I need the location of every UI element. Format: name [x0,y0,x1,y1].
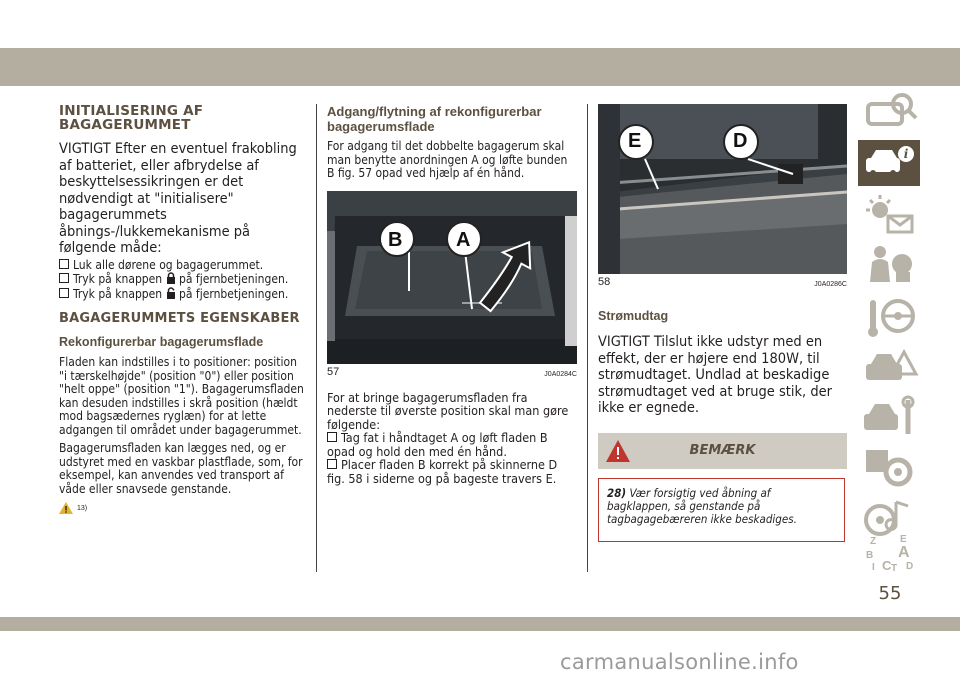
index-letter: B [866,550,874,561]
step-placer: Placer fladen B korrekt på skinnerne D fig. 58 i siderne og på bageste travers E. [327,457,558,486]
checkbox-icon [59,259,69,269]
figure-58-label-d: D [733,130,748,152]
warning-reference: 13) [59,502,306,514]
checkbox-icon [327,432,337,442]
page-number: 55 [878,583,902,604]
paragraph-positioner: Fladen kan indstilles i to positioner: position "i tærskelhøjde" (position "0") eller position "helt oppe" (position "1"). Bagagerumsfladen kan desuden indstilles i skrå position (hældt mod bagsædernes ryglæn) for at lette adgangen til området under bagagerummet. [59,355,304,437]
figure-57-caption [327,366,577,378]
side-tab-emergency[interactable] [858,344,920,390]
svg-text:i: i [903,147,909,161]
index-letter: Z [870,536,877,547]
figure-58-code: J0A0286C [814,281,847,288]
side-tab-starting-driving[interactable] [858,294,920,340]
figure-58-number: 58 [598,276,611,288]
note-text: 28) Vær forsigtig ved åbning af bagklappen, så genstande på tagbagagebæreren ikke beskadiges. [607,486,797,526]
figure-58-label-e: E [628,130,642,152]
figure-57 [327,191,577,378]
warning-triangle-icon [59,502,73,514]
note-body [598,478,845,542]
figure-57-number: 57 [327,365,340,378]
index-letter: T [891,563,898,574]
watermark: carmanualsonline.info [560,650,799,674]
heading-egenskaber: BAGAGERUMMETS EGENSKABER [59,311,300,326]
figure-58 [598,104,847,288]
figure-57-code: J0A0284C [544,370,577,378]
intro-paragraph: VIGTIGT Efter en eventuel frakobling af batteriet, eller afbrydelse af beskyttelsessikringen er det nødvendigt at "initialisere" bagagerummets åbnings-/lukkemekanisme på følgende måde: [59,141,297,256]
index-letter: C [882,558,892,573]
note-number: 28) [607,486,627,500]
figure-58-image [598,104,847,274]
figure-57-label-a: A [456,228,471,251]
side-tab-technical-data[interactable] [858,444,920,490]
lock-icon [166,272,176,284]
heading-initialisering: INITIALISERING AF BAGAGERUMMET [59,103,204,133]
figure-57-label-b: B [388,228,403,251]
index-letter: I [872,562,875,573]
checkbox-icon [327,459,337,469]
step-1: Luk alle dørene og bagagerummet. [59,259,306,273]
side-tab-lights-messages[interactable] [858,192,920,238]
column-2 [327,104,577,485]
note-title: BEMÆRK [689,443,756,458]
subheading-flade: Rekonfigurerbar bagagerumsflade [59,335,264,349]
subheading-stroemudtag: Strømudtag [598,309,669,323]
column-1 [59,104,306,514]
step-3: Tryk på knappen på fjernbetjeningen. [59,287,306,302]
side-tab-dashboard[interactable] [858,90,920,136]
step-hold: Tag fat i håndtaget A og løft fladen B opad og hold den med én hånd. [327,430,548,459]
unlock-icon [166,287,176,299]
side-tab-safety[interactable] [858,242,920,288]
side-tab-car-info[interactable] [858,140,920,186]
paragraph-flytning: For at bringe bagagerumsfladen fra nederste til øverste position skal man gøre følgende: [327,389,569,432]
index-letter: E [900,534,907,545]
step-2: Tryk på knappen på fjernbetjeningen. [59,272,306,287]
side-tab-index[interactable] [858,532,920,578]
paragraph-plastflade: Bagagerumsfladen kan lægges ned, og er udstyret med en vaskbar plastflade, som, for eksempel, kan anvendes ved transport af våde eller snavsede genstande. [59,441,303,496]
paragraph-stroemudtag: VIGTIGT Tilslut ikke udstyr med en effekt, der er højere end 180W, til strømudtaget. Undlad at beskadige strømudtaget ved at bruge stik, der ikke er egnede. [598,334,833,416]
checkbox-icon [59,273,69,283]
figure-58-caption [598,276,847,288]
footer-band [0,617,960,631]
figure-57-image [327,191,577,364]
side-tab-servicing[interactable] [858,394,920,440]
header-band [0,48,960,86]
subheading-adgang: Adgang/flytning af rekonfigurerbar bagagerumsflade [327,104,542,134]
note-header [598,433,847,469]
column-divider-2 [587,104,588,572]
checkbox-icon [59,288,69,298]
column-3 [598,104,848,417]
column-divider-1 [316,104,317,572]
trunk-photo [327,191,577,364]
index-letter: D [906,561,914,572]
paragraph-adgang: For adgang til det dobbelte bagagerum skal man benytte anordningen A og løfte bunden B fig. 57 opad ved hjælp af én hånd. [327,139,568,180]
index-letter: A [898,544,910,561]
